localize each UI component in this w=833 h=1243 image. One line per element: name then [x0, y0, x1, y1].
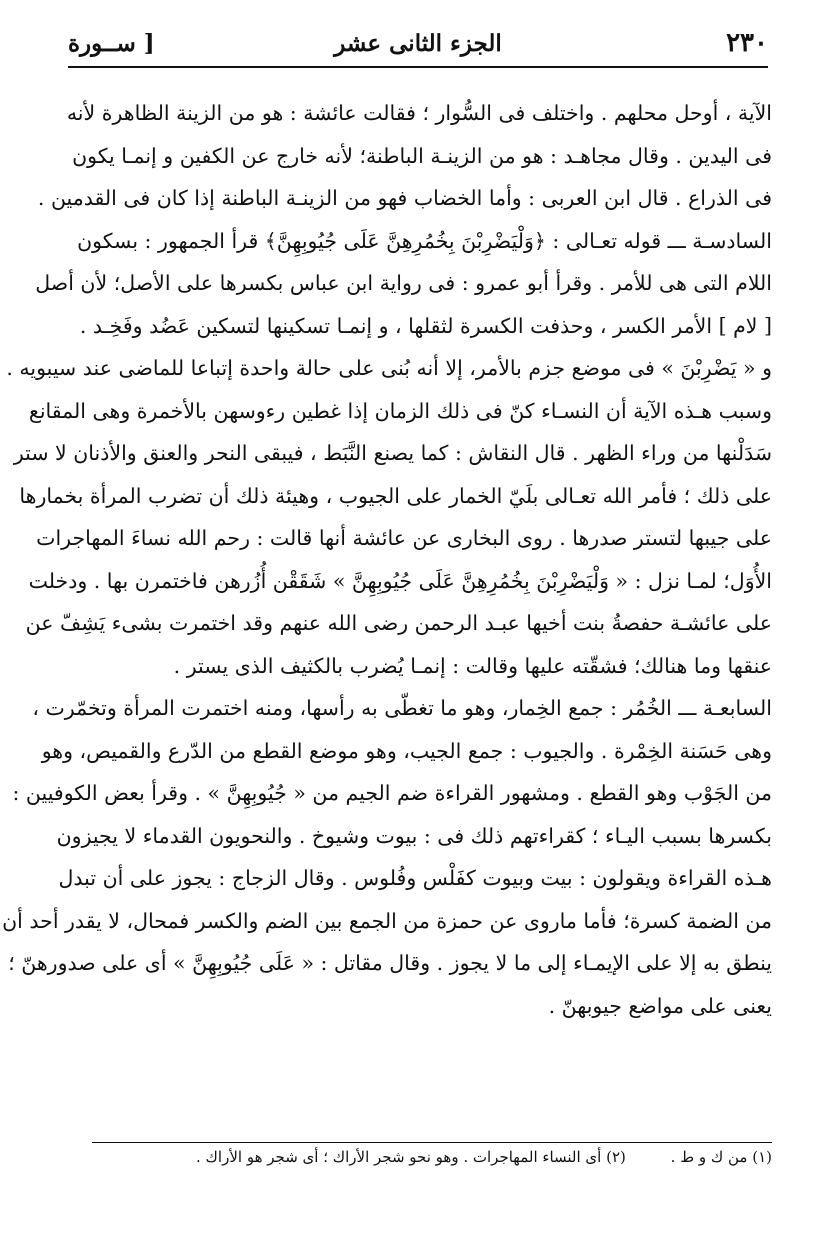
text-line: على جيبها لتستر صدرها . روى البخارى عن عائشة أنها قالت : رحم الله نساءَ المهاجرات	[36, 526, 772, 550]
text-line: و « يَضْرِبْنَ » فى موضع جزم بالأمر، إلا أنه بُنى على حالة واحدة إتباعا للماضى عند سيبويه .	[6, 356, 772, 380]
text-line: سَدَلْنها من وراء الظهر . قال النقاش : كما يصنع النَّبَط ، فيبقى النحر والعنق والأذنان لا ستر	[13, 441, 772, 465]
text-line: ينطق به إلا على الإيمـاء إلى ما لا يجوز . وقال مقاتل : « عَلَى جُيُوبِهِنَّ » أى على صدورهنّ ؛	[8, 951, 772, 975]
text-line: فى اليدين . وقال مجاهـد : هو من الزينـة الباطنة؛ لأنه خارج عن الكفين و إنمـا يكون	[72, 143, 772, 168]
text-line: هـذه القراءة ويقولون : بيت وبيوت كفَلْس وفُلوس . وقال الزجاج : يجوز على أن تبدل	[58, 866, 772, 890]
surah-label: [ ســورة	[68, 30, 155, 57]
text-line: وسبب هـذه الآية أن النسـاء كنّ فى ذلك الزمان إذا غطين رءوسهن بالأخمرة وهى المقانع	[28, 398, 772, 423]
text-line: وهى حَسَنة الخِمْرة . والجيوب : جمع الجيب، وهو موضع القطع من الدّرع والقميص، وهو	[41, 738, 772, 763]
text-line: على ذلك ؛ فأمر الله تعـالى بلَيّ الخمار على الجيوب ، وهيئة ذلك أن تضرب المرأة بخمارها	[19, 483, 772, 508]
page-number: ٢٣٠	[726, 28, 768, 58]
text-line: [ لام ] الأمر الكسر ، وحذفت الكسرة لثقلها ، و إنمـا تسكينها لتسكين عَضُد وفَخِـد .	[79, 313, 772, 338]
text-line: الآية ، أوحل محلهم . واختلف فى السُّوار ؛ فقالت عائشة : هو من الزينة الظاهرة لأنه	[66, 101, 772, 125]
header-rule	[68, 66, 768, 68]
text-line: الأُوَل؛ لمـا نزل : « وَلْيَضْرِبْنَ بِخُمُرِهِنَّ عَلَى جُيُوبِهِنَّ » شَقَقْن أُزُرهن فاختمرن بها . ودخلت	[28, 568, 772, 593]
page-header	[68, 26, 768, 64]
text-line: اللام التى هى للأمر . وقرأ أبو عمرو : فى رواية ابن عباس بكسرها على الأصل؛ لأن أصل	[35, 271, 772, 295]
text-line: بكسرها بسبب اليـاء ؛ كقراءتهم ذلك فى : بيوت وشيوخ . والنحويون القدماء لا يجيزون	[56, 823, 772, 848]
text-line: فى الذراع . قال ابن العربى : وأما الخضاب فهو من الزينـة الباطنة إذا كان فى القدمين .	[37, 186, 772, 210]
body-text	[2, 92, 772, 1027]
running-title: الجزء الثانى عشر	[334, 30, 502, 57]
text-line: من الضمة كسرة؛ فأما ماروى عن حمزة من الجمع بين الضم والكسر فمحال، لا يقدر أحد أن	[2, 908, 772, 933]
text-line: من الجَوْب وهو القطع . ومشهور القراءة ضم الجيم من « جُيُوبِهِنَّ » . وقرأ بعض الكوفيين :	[12, 781, 772, 805]
text-line: السابعـة ـــ الخُمُر : جمع الخِمار، وهو ما تغطّى به رأسها، ومنه اختمرت المرأة وتخمّرت ،	[32, 696, 772, 720]
footnote-rule	[92, 1142, 772, 1143]
text-line: عنقها وما هنالك؛ فشقّته عليها وقالت : إنمـا يُضرب بالكثيف الذى يستر .	[173, 653, 772, 678]
text-line: على عائشـة حفصةُ بنت أخيها عبـد الرحمن رضى الله عنهم وقد اختمرت بشىء يَشِفّ عن	[25, 611, 772, 635]
footnote-1: (١) من ك و ط .	[670, 1148, 772, 1166]
text-line: يعنى على مواضع جيوبهنّ .	[548, 993, 772, 1018]
footnote-2: (٢) أى النساء المهاجرات . وهو نحو شجر الأراك ؛ أى شجر هو الأراك .	[196, 1148, 626, 1166]
footnotes	[92, 1148, 772, 1166]
text-line: السادسـة ـــ قوله تعـالى : ﴿وَلْيَضْرِبْنَ بِخُمُرِهِنَّ عَلَى جُيُوبِهِنَّ﴾ قرأ الجمهور : بسكون	[77, 228, 772, 253]
